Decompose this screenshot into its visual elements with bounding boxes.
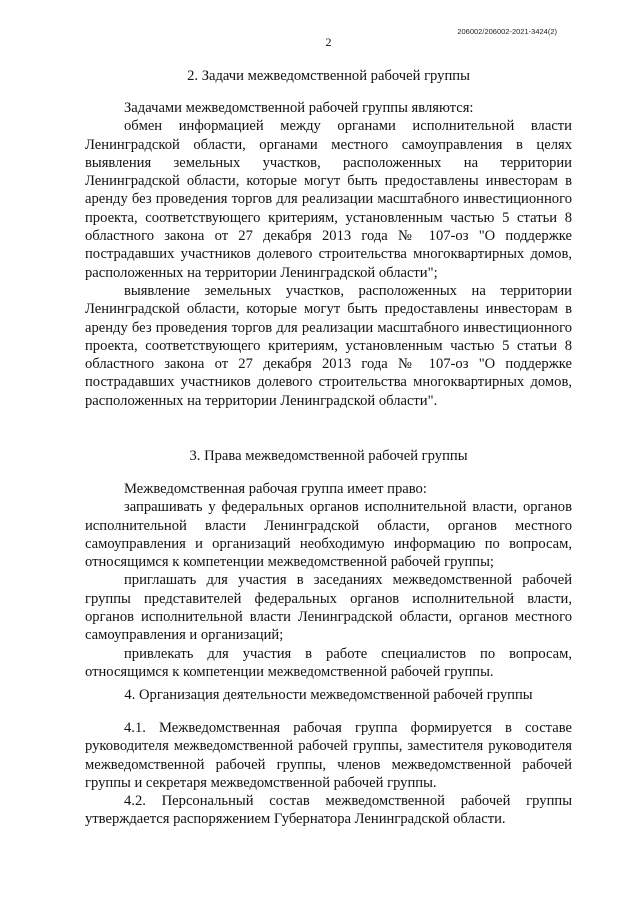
section-3-heading: 3. Права межведомственной рабочей группы (189, 448, 468, 464)
section-2-item: выявление земельных участков, расположенных на территории Ленинградской области, которые могут быть предоставлены инвесторам в аренду без проведения торгов для реализации масштабного инвестиционного проекта, соответствующего критериям, установленным частью 5 статьи 8 областного закона от 27 декабря 2013 года № 107-оз "О поддержке пострадавших участников долевого строительства многоквартирных домов, расположенных на территории Ленинградской области". (85, 282, 572, 409)
section-3-item: приглашать для участия в заседаниях межведомственной рабочей группы представителей федеральных органов исполнительной власти, органов исполнительной власти Ленинградской области, органов местного самоуправления и организаций; (85, 572, 572, 644)
section-4 (85, 686, 572, 704)
section-3-item: привлекать для участия в работе специалистов по вопросам, относящимся к компетенции межведомственной рабочей группы. (85, 645, 572, 680)
page-number: 2 (325, 35, 332, 49)
section-3-item: запрашивать у федеральных органов исполнительной власти, органов исполнительной власти Ленинградской области, органов местного самоуправления и организаций необходимую информацию по вопросам, относящимся к компетенции межведомственной рабочей группы; (85, 499, 572, 571)
section-4-body (85, 719, 572, 829)
section-4-item: 4.1. Межведомственная рабочая группа формируется в составе руководителя межведомственной рабочей группы, заместителя руководителя межведомственной рабочей группы, членов межведомственной рабочей группы и секретаря межведомственной рабочей группы. (85, 720, 572, 791)
section-2-item: обмен информацией между органами исполнительной власти Ленинградской области, органами местного самоуправления в целях выявления земельных участков, расположенных на территории Ленинградской области, которые могут быть предоставлены инвесторам в аренду без проведения торгов для реализации масштабного инвестиционного проекта, соответствующего критериям, установленным частью 5 статьи 8 областного закона от 27 декабря 2013 года № 107-оз "О поддержке пострадавших участников долевого строительства многоквартирных домов, расположенных на территории Ленинградской области"; (85, 118, 572, 281)
section-2-body (85, 99, 572, 410)
section-2-intro: Задачами межведомственной рабочей группы являются: (124, 100, 474, 116)
document-id: 206002/206002-2021-3424(2) (457, 27, 557, 36)
section-2-heading: 2. Задачи межведомственной рабочей группы (187, 68, 470, 84)
section-4-item: 4.2. Персональный состав межведомственной рабочей группы утверждается распоряжением Губернатора Ленинградской области. (85, 793, 572, 828)
section-3 (85, 447, 572, 465)
section-4-heading: 4. Организация деятельности межведомственной рабочей группы (124, 687, 533, 703)
section-2 (85, 67, 572, 85)
section-3-body (85, 480, 572, 681)
section-3-intro: Межведомственная рабочая группа имеет право: (124, 481, 427, 497)
